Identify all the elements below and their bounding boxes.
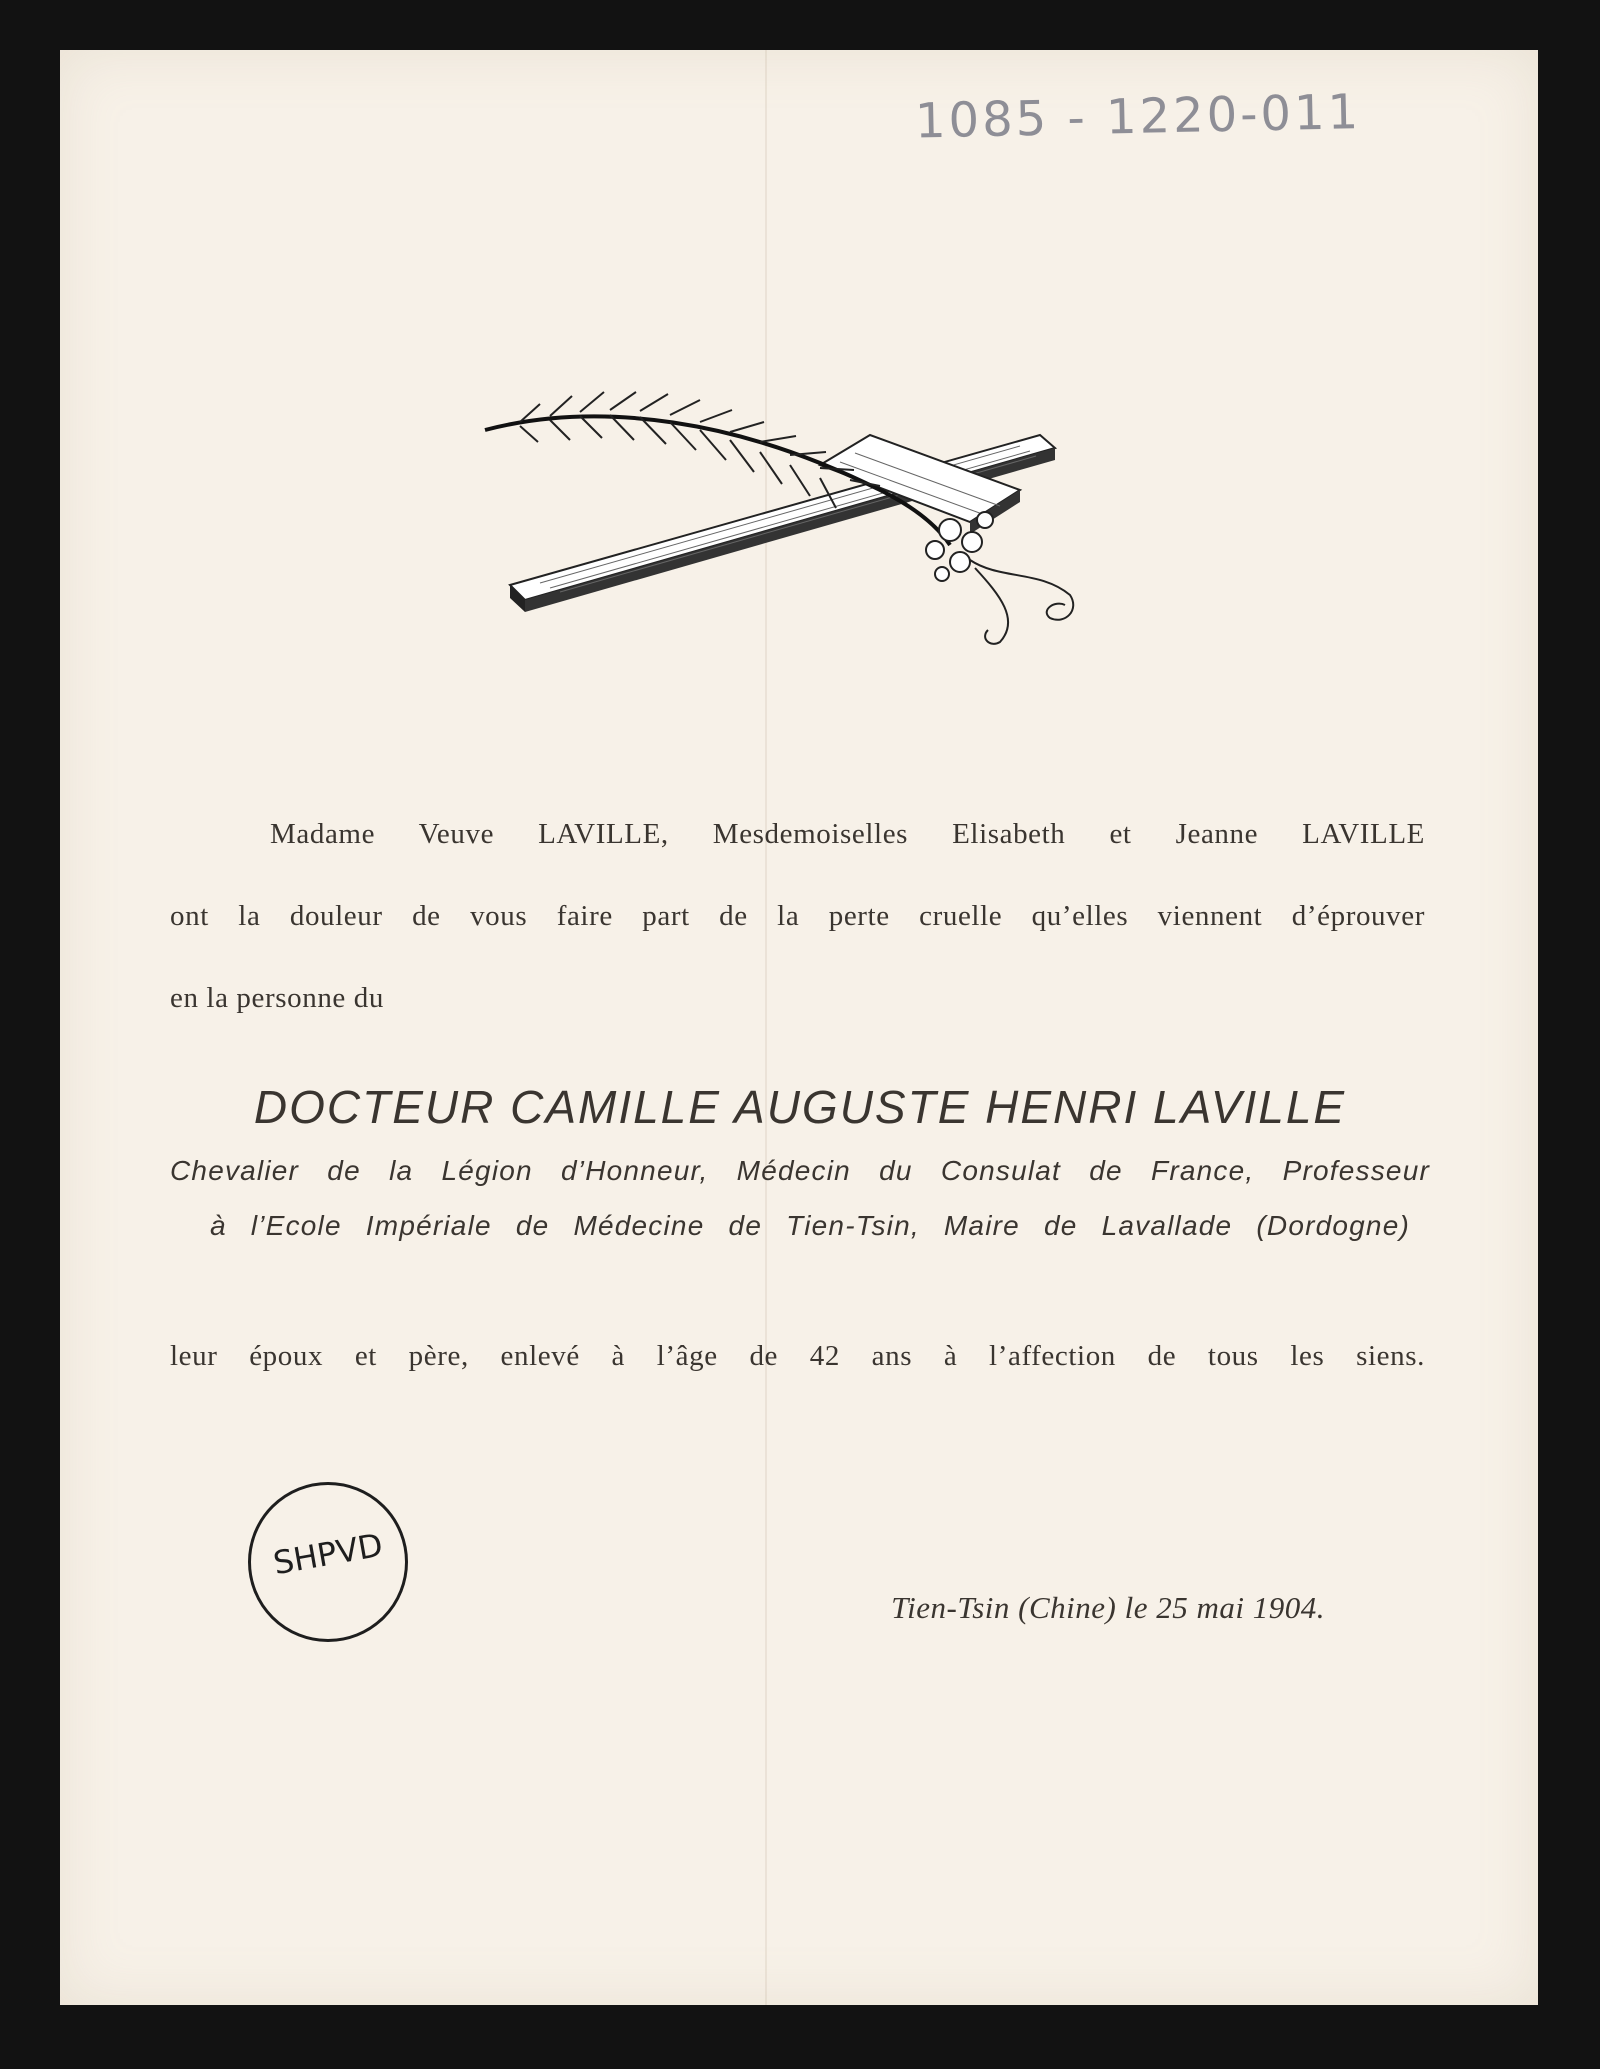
cross-with-palm-icon	[480, 380, 1120, 660]
archive-reference: 1085 - 1220-011	[914, 84, 1362, 150]
deceased-titles-line-1: Chevalier de la Légion d’Honneur, Médecin du Consulat de France, Professeur	[170, 1155, 1430, 1186]
announcement-line-family: Madame Veuve LAVILLE, Mesdemoiselles Elisabeth et Jeanne LAVILLE	[270, 818, 1425, 850]
deceased-titles-line-2: à l’Ecole Impériale de Médecine de Tien-Tsin, Maire de Lavallade (Dordogne)	[210, 1210, 1410, 1241]
deceased-name: DOCTEUR CAMILLE AUGUSTE HENRI LAVILLE	[253, 1081, 1347, 1133]
announcement-line-person: en la personne du	[170, 982, 384, 1014]
place-and-date: Tien-Tsin (Chine) le 25 mai 1904.	[891, 1590, 1325, 1625]
stamp-text: SHPVD	[270, 1525, 386, 1583]
announcement-line-grief: ont la douleur de vous faire part de la perte cruelle qu’elles viennent d’éprouver	[170, 900, 1425, 932]
closing-statement: leur époux et père, enlevé à l’âge de 42 ans à l’affection de tous les siens.	[170, 1340, 1425, 1372]
paper-fold	[765, 50, 767, 2005]
archive-stamp	[248, 1482, 408, 1642]
funeral-notice-paper	[60, 50, 1538, 2005]
